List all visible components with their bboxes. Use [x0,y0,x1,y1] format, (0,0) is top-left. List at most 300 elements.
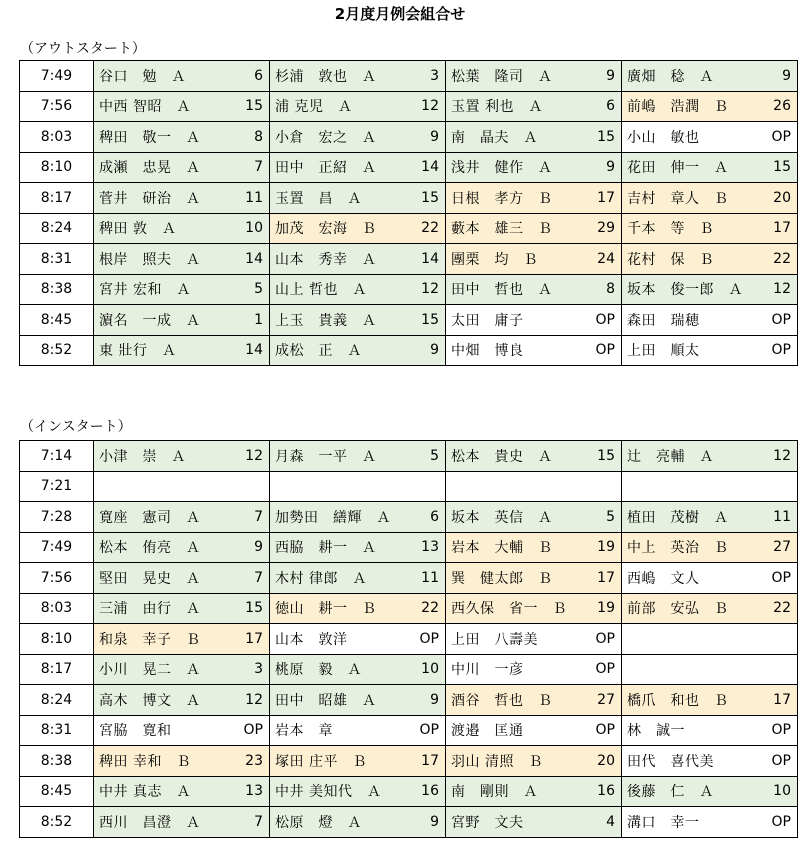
player-handicap: 22 [421,220,439,237]
player-handicap: 9 [606,67,615,84]
player-cell [446,629,621,649]
group-row [20,471,798,502]
player-cell [622,598,797,618]
player-cell [446,310,621,330]
player-handicap: 16 [421,783,439,800]
player-handicap: 7 [254,813,263,830]
player-slot [622,152,798,183]
player-handicap: 29 [597,220,615,237]
player-slot [94,502,270,533]
player-name: 團栗 均 Ｂ [451,251,538,268]
player-name: 稗田 幸和 Ｂ [99,753,191,770]
player-slot [446,441,622,472]
player-handicap: 14 [245,250,263,267]
player-slot [622,746,798,777]
player-cell [94,690,269,710]
player-slot [446,122,622,153]
player-cell [446,446,621,466]
player-slot [446,335,622,366]
player-cell [622,507,797,527]
player-name: 橋爪 和也 Ｂ [627,692,729,709]
player-handicap: 7 [254,569,263,586]
player-name: 中畑 博良 [451,343,524,360]
tee-time: 7:14 [20,441,94,472]
player-handicap: 9 [430,691,439,708]
player-name: 山本 秀幸 Ａ [275,251,377,268]
player-slot [94,152,270,183]
player-name: 松本 貴史 Ａ [451,448,553,465]
tee-time: 8:52 [20,335,94,366]
group-row [20,61,798,92]
player-slot [270,91,446,122]
player-slot [622,183,798,214]
tee-time: 7:28 [20,502,94,533]
player-slot [622,441,798,472]
player-slot [446,244,622,275]
player-name: 小川 晃二 Ａ [99,662,201,679]
player-name: 桃原 毅 Ａ [275,662,362,679]
player-handicap: 20 [597,752,615,769]
player-cell [622,751,797,771]
player-handicap: 10 [421,661,439,678]
player-cell [94,751,269,771]
player-name: 小倉 宏之 Ａ [275,129,377,146]
player-slot [622,91,798,122]
player-name: 中上 英治 Ｂ [627,540,729,557]
player-handicap: 9 [254,539,263,556]
player-slot [446,807,622,838]
player-name: 後藤 仁 Ａ [627,784,714,801]
player-name: 田中 哲也 Ａ [451,282,553,299]
player-slot [446,532,622,563]
player-handicap: 8 [606,281,615,298]
player-handicap: 19 [597,539,615,556]
player-cell [270,279,445,299]
player-name: 南 剛則 Ａ [451,784,538,801]
player-name: 中西 智昭 Ａ [99,99,191,116]
player-name: 林 誠一 [627,723,685,740]
player-name: 日根 孝方 Ｂ [451,190,553,207]
player-name: 花村 保 Ｂ [627,251,714,268]
player-slot [622,532,798,563]
player-handicap: 14 [421,159,439,176]
tee-time: 7:56 [20,563,94,594]
player-slot [94,471,270,502]
player-name: 前嶋 浩潤 Ｂ [627,99,729,116]
player-slot [94,91,270,122]
player-cell [622,568,797,588]
tee-time: 8:38 [20,274,94,305]
player-cell [446,537,621,557]
player-handicap: 15 [597,128,615,145]
group-row [20,593,798,624]
player-cell [446,751,621,771]
group-row [20,305,798,336]
player-cell [622,781,797,801]
player-slot [94,807,270,838]
out-start-table [19,60,798,366]
group-row [20,654,798,685]
player-slot [446,502,622,533]
player-name: 西久保 省一 Ｂ [451,601,567,618]
player-cell [622,218,797,238]
player-handicap: 22 [421,600,439,617]
player-cell [94,218,269,238]
player-cell [622,340,797,360]
player-cell [270,127,445,147]
player-handicap: 15 [245,600,263,617]
player-cell [94,96,269,116]
player-handicap: 15 [773,159,791,176]
player-slot [270,715,446,746]
player-slot [270,61,446,92]
player-name: 浅井 健作 Ａ [451,160,553,177]
out-start-label: （アウトスタート） [20,41,146,57]
player-slot [94,335,270,366]
tee-time: 8:24 [20,685,94,716]
player-slot [94,563,270,594]
player-cell [446,188,621,208]
tee-time: 7:21 [20,471,94,502]
player-cell [270,157,445,177]
player-name: 岩本 大輔 Ｂ [451,540,553,557]
player-slot [446,305,622,336]
player-slot [622,244,798,275]
player-cell [270,598,445,618]
player-slot [446,624,622,655]
tee-time: 8:17 [20,654,94,685]
player-cell [622,66,797,86]
player-cell [622,127,797,147]
player-name: 高木 博文 Ａ [99,692,201,709]
player-slot [622,335,798,366]
tee-time: 8:17 [20,183,94,214]
player-handicap: OP [771,813,791,830]
player-handicap: 16 [597,783,615,800]
player-slot [94,532,270,563]
player-cell [270,310,445,330]
player-handicap: 12 [421,98,439,115]
group-row [20,441,798,472]
player-cell [94,340,269,360]
player-cell [446,598,621,618]
player-handicap: 23 [245,752,263,769]
player-slot [622,715,798,746]
player-cell [94,781,269,801]
player-handicap: 14 [245,342,263,359]
player-name: 宮脇 寛和 [99,723,172,740]
player-slot [94,213,270,244]
player-name: 木村 律郎 Ａ [275,570,367,587]
player-name: 堅田 晃史 Ａ [99,570,201,587]
player-slot [622,122,798,153]
player-handicap: 5 [606,508,615,525]
player-handicap: 27 [773,539,791,556]
in-start-table [19,440,798,838]
player-name: 廣畑 稔 Ａ [627,68,714,85]
player-handicap: OP [771,128,791,145]
player-cell [94,598,269,618]
player-name: 徳山 耕一 Ｂ [275,601,377,618]
player-handicap: 22 [773,250,791,267]
player-handicap: 12 [773,447,791,464]
player-slot [622,685,798,716]
player-cell [94,659,269,679]
player-slot [94,122,270,153]
player-slot [446,471,622,502]
player-slot [446,152,622,183]
player-slot [270,274,446,305]
player-slot [270,441,446,472]
tee-time: 8:38 [20,746,94,777]
player-handicap: 13 [245,783,263,800]
player-name: 植田 茂樹 Ａ [627,509,729,526]
player-name: 根岸 照夫 Ａ [99,251,201,268]
player-cell [622,188,797,208]
player-handicap: 22 [773,600,791,617]
player-cell [270,812,445,832]
player-name: 稗田 敬一 Ａ [99,129,201,146]
player-slot [622,593,798,624]
player-cell [94,310,269,330]
player-handicap: OP [771,722,791,739]
player-slot [446,654,622,685]
player-handicap: 9 [430,128,439,145]
player-handicap: 11 [773,508,791,525]
group-row [20,746,798,777]
group-row [20,563,798,594]
group-row [20,685,798,716]
player-name: 中井 美知代 Ａ [275,784,382,801]
player-name: 玉置 昌 Ａ [275,190,362,207]
player-cell [446,66,621,86]
group-row [20,624,798,655]
player-slot [94,624,270,655]
group-row [20,274,798,305]
player-handicap: 10 [245,220,263,237]
tee-time: 7:56 [20,91,94,122]
group-row [20,91,798,122]
player-handicap: 26 [773,98,791,115]
player-slot [622,624,798,655]
player-name: 田中 正紹 Ａ [275,160,377,177]
group-row [20,776,798,807]
player-cell [270,188,445,208]
player-slot [446,91,622,122]
player-cell [622,157,797,177]
player-handicap: 27 [597,691,615,708]
player-slot [270,471,446,502]
player-slot [94,776,270,807]
player-name: 成瀬 忠晃 Ａ [99,160,201,177]
player-slot [94,441,270,472]
player-slot [446,61,622,92]
player-name: 岩本 章 [275,723,333,740]
player-cell [94,249,269,269]
player-name: 松葉 隆司 Ａ [451,68,553,85]
player-name: 松本 侑亮 Ａ [99,540,201,557]
group-row [20,244,798,275]
player-cell [270,690,445,710]
player-name: 上玉 貴義 Ａ [275,312,377,329]
player-name: 塚田 庄平 Ｂ [275,753,367,770]
tee-time: 8:24 [20,213,94,244]
tee-time: 8:31 [20,244,94,275]
tee-time: 8:45 [20,776,94,807]
group-row [20,122,798,153]
player-handicap: 9 [606,159,615,176]
player-cell [94,507,269,527]
player-name: 稗田 敦 Ａ [99,221,177,238]
player-handicap: 12 [421,281,439,298]
group-row [20,213,798,244]
player-slot [94,593,270,624]
player-slot [270,593,446,624]
player-cell [446,720,621,740]
player-slot [270,152,446,183]
player-name: 溝口 幸一 [627,814,700,831]
tee-time: 8:10 [20,624,94,655]
player-slot [94,746,270,777]
player-name: 浦 克児 Ａ [275,99,353,116]
player-cell [622,537,797,557]
player-handicap: 15 [597,447,615,464]
player-handicap: OP [771,311,791,328]
player-cell [270,507,445,527]
player-name: 田中 昭雄 Ａ [275,692,377,709]
player-slot [270,532,446,563]
player-name: 上田 順太 [627,343,700,360]
player-handicap: OP [243,722,263,739]
player-slot [270,563,446,594]
tee-time: 8:03 [20,122,94,153]
player-cell [622,720,797,740]
player-cell [446,157,621,177]
player-slot [270,654,446,685]
player-cell [94,812,269,832]
player-slot [446,213,622,244]
player-cell [270,659,445,679]
player-slot [446,593,622,624]
player-name: 千本 等 Ｂ [627,221,714,238]
player-name: 前部 安弘 Ｂ [627,601,729,618]
player-cell [94,537,269,557]
player-slot [94,274,270,305]
player-name: 藪本 雄三 Ｂ [451,221,553,238]
player-cell [94,720,269,740]
player-slot [270,502,446,533]
player-cell [270,446,445,466]
player-name: 中井 真志 Ａ [99,784,191,801]
player-name: 宮野 文夫 [451,814,524,831]
player-name: 小山 敏也 [627,129,700,146]
player-cell [622,279,797,299]
player-slot [446,274,622,305]
player-slot [94,654,270,685]
player-cell [270,781,445,801]
player-handicap: 19 [597,600,615,617]
player-name: 西脇 耕一 Ａ [275,540,377,557]
player-slot [622,563,798,594]
player-slot [270,776,446,807]
player-handicap: 9 [430,342,439,359]
player-slot [622,305,798,336]
tee-time: 8:45 [20,305,94,336]
player-name: 松原 燈 Ａ [275,814,362,831]
player-cell [446,659,621,679]
player-name: 辻 亮輔 Ａ [627,448,714,465]
player-slot [622,471,798,502]
player-cell [270,218,445,238]
player-handicap: 1 [254,311,263,328]
player-slot [94,183,270,214]
player-name: 吉村 章人 Ｂ [627,190,729,207]
player-cell [446,127,621,147]
player-name: 成松 正 Ａ [275,343,362,360]
player-slot [622,776,798,807]
player-name: 谷口 勉 Ａ [99,68,186,85]
player-cell [94,66,269,86]
player-name: 玉置 利也 Ａ [451,99,543,116]
player-name: 森田 瑞穂 [627,312,700,329]
player-handicap: 5 [430,447,439,464]
player-slot [270,305,446,336]
player-cell [270,568,445,588]
player-cell [94,127,269,147]
player-slot [94,685,270,716]
player-name: 濵名 一成 Ａ [99,312,201,329]
player-name: 中川 一彦 [451,662,524,679]
player-slot [446,776,622,807]
player-cell [94,188,269,208]
player-slot [270,685,446,716]
group-row [20,335,798,366]
player-cell [446,568,621,588]
player-cell [270,537,445,557]
player-slot [94,244,270,275]
player-handicap: 17 [597,569,615,586]
player-name: 田代 喜代美 [627,753,714,770]
player-handicap: 12 [245,691,263,708]
player-handicap: 13 [421,539,439,556]
player-handicap: 17 [421,752,439,769]
player-handicap: 7 [254,159,263,176]
group-row [20,183,798,214]
player-name: 菅井 研治 Ａ [99,190,201,207]
player-handicap: OP [595,311,615,328]
player-name: 羽山 清照 Ｂ [451,753,543,770]
player-name: 和泉 幸子 Ｂ [99,631,201,648]
player-cell [446,340,621,360]
player-name: 寛座 憲司 Ａ [99,509,201,526]
group-row [20,532,798,563]
player-handicap: OP [595,630,615,647]
player-cell [270,340,445,360]
player-handicap: 20 [773,189,791,206]
player-slot [270,213,446,244]
player-slot [270,122,446,153]
player-cell [622,96,797,116]
player-handicap: 17 [773,691,791,708]
player-name: 酒谷 哲也 Ｂ [451,692,553,709]
player-slot [270,624,446,655]
player-cell [446,249,621,269]
tee-time: 8:52 [20,807,94,838]
player-name: 月森 一平 Ａ [275,448,377,465]
player-handicap: 9 [782,67,791,84]
player-name: 坂本 英信 Ａ [451,509,553,526]
player-cell [270,751,445,771]
